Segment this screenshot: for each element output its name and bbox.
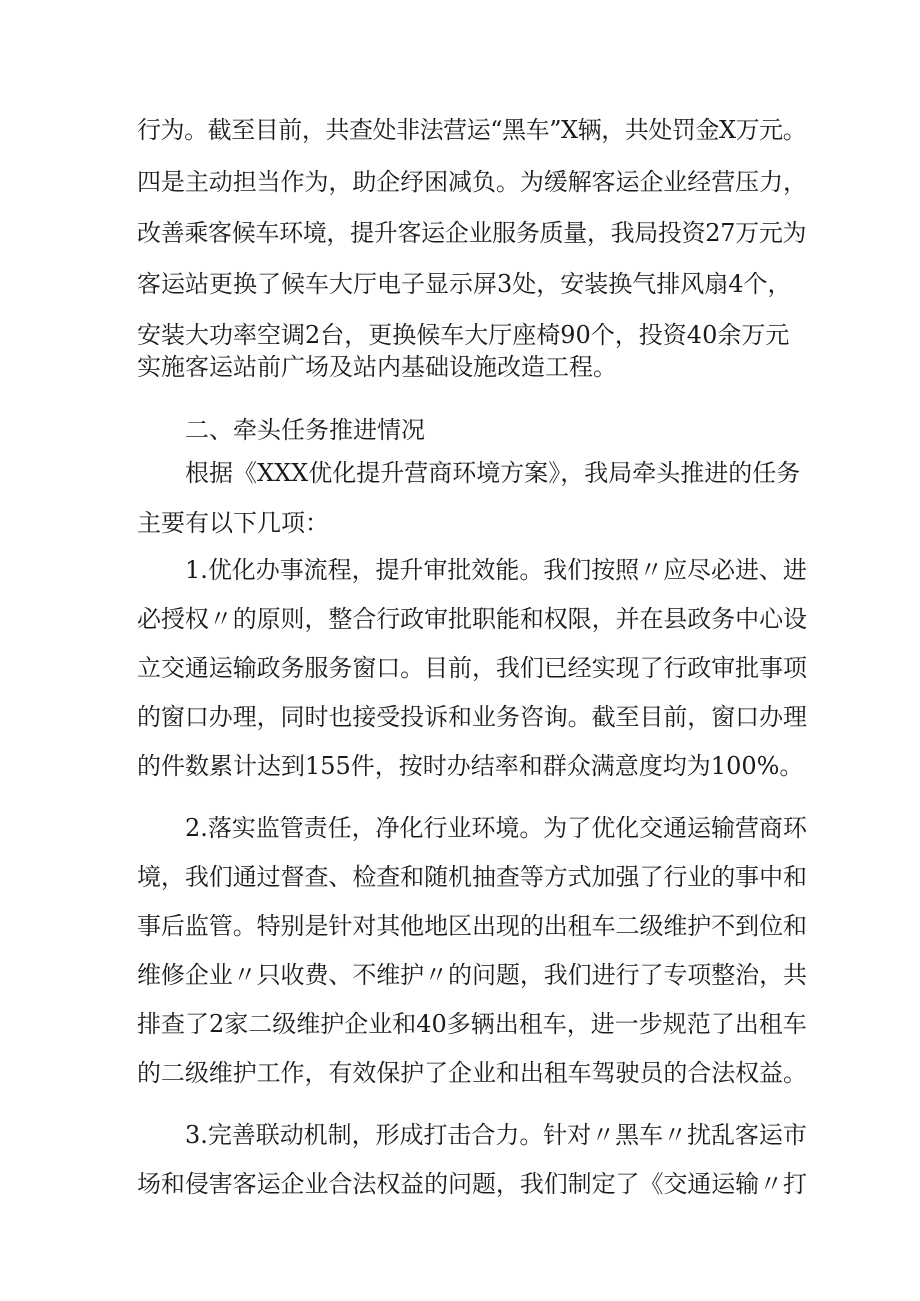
text-line-4: 客运站更换了候车大厅电子显示屏3处，安装换气排风扇4个， — [137, 270, 792, 298]
text-line-10: 1.优化办事流程，提升审批效能。我们按照〃应尽必进、进 — [185, 556, 807, 584]
section-heading: 二、牵头任务推进情况 — [185, 416, 425, 444]
text-line-12: 立交通运输政务服务窗口。目前，我们已经实现了行政审批事项 — [137, 654, 807, 682]
text-line-3: 改善乘客候车环境，提升客运企业服务质量，我局投资27万元为 — [137, 219, 807, 247]
text-line-16: 境，我们通过督查、检查和随机抽查等方式加强了行业的事中和 — [137, 863, 807, 891]
text-line-8: 根据《XXX优化提升营商环境方案》，我局牵头推进的任务 — [185, 459, 801, 487]
text-line-9: 主要有以下几项： — [137, 509, 329, 537]
text-line-19: 排查了2家二级维护企业和40多辆出租车，进一步规范了出租车 — [137, 1010, 807, 1038]
text-line-14: 的件数累计达到155件，按时办结率和群众满意度均为100%。 — [137, 752, 804, 780]
text-line-20: 的二级维护工作，有效保护了企业和出租车驾驶员的合法权益。 — [137, 1059, 807, 1087]
text-line-5: 安装大功率空调2台，更换候车大厅座椅90个，投资40余万元 — [137, 321, 790, 349]
text-line-11: 必授权〃的原则，整合行政审批职能和权限，并在县政务中心设 — [137, 605, 807, 633]
text-line-6: 实施客运站前广场及站内基础设施改造工程。 — [137, 353, 617, 381]
text-line-15: 2.落实监管责任，净化行业环境。为了优化交通运输营商环 — [185, 814, 807, 842]
text-line-13: 的窗口办理，同时也接受投诉和业务咨询。截至目前，窗口办理 — [137, 703, 807, 731]
text-line-22: 场和侵害客运企业合法权益的问题，我们制定了《交通运输〃打 — [137, 1170, 807, 1198]
text-line-2: 四是主动担当作为，助企纾困减负。为缓解客运企业经营压力， — [137, 168, 807, 196]
text-line-18: 维修企业〃只收费、不维护〃的问题，我们进行了专项整治，共 — [137, 961, 807, 989]
text-line-21: 3.完善联动机制，形成打击合力。针对〃黑车〃扰乱客运市 — [185, 1121, 807, 1149]
text-line-17: 事后监管。特别是针对其他地区出现的出租车二级维护不到位和 — [137, 912, 807, 940]
text-line-1: 行为。截至目前，共查处非法营运“黑车”X辆，共处罚金X万元。 — [137, 116, 807, 144]
